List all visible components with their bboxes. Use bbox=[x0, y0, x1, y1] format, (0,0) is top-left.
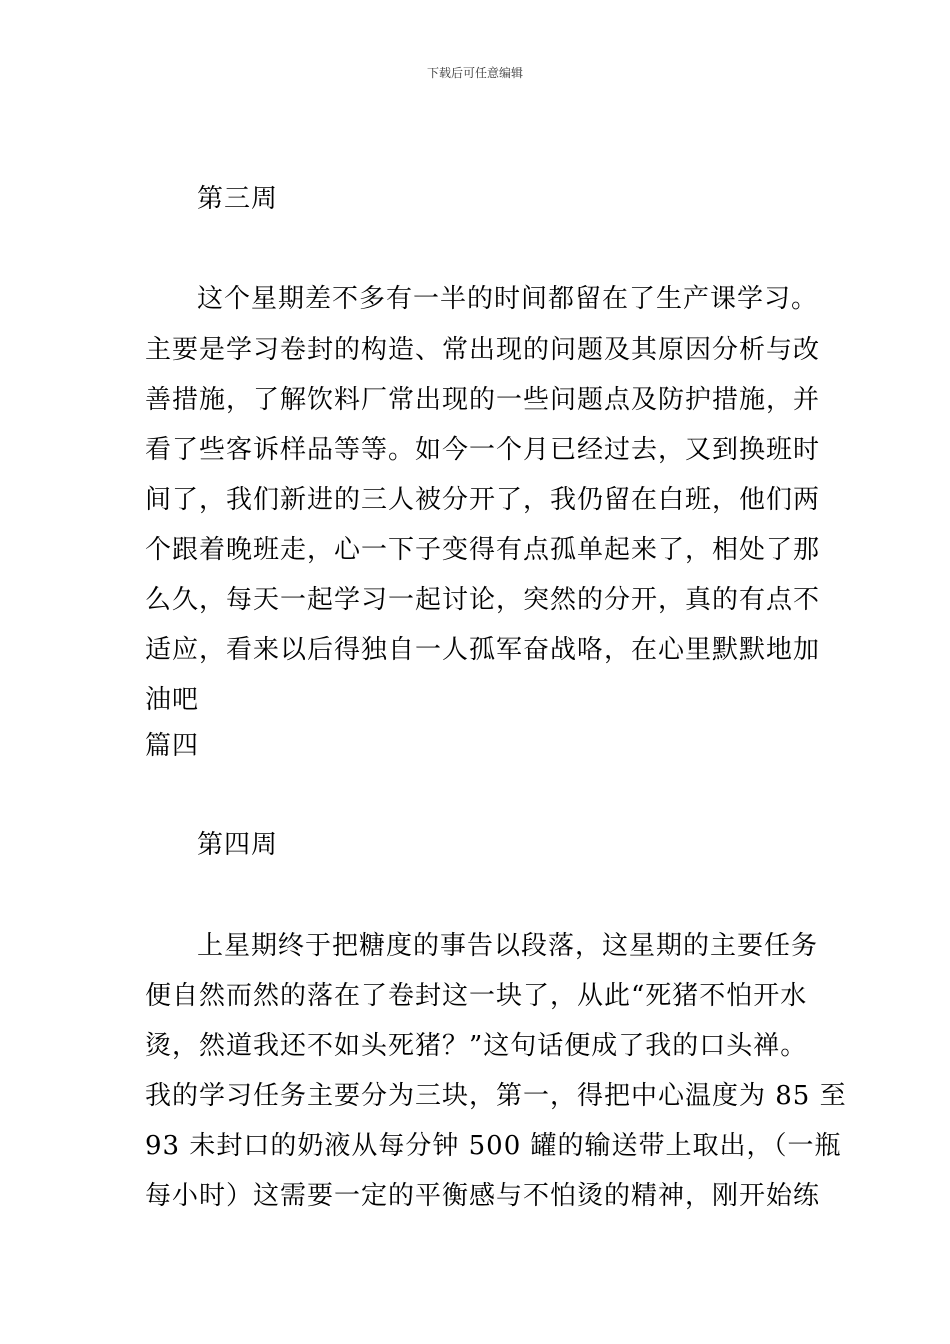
section-title-4: 篇四 bbox=[145, 731, 200, 761]
paragraph-line: 个跟着晚班走，心一下子变得有点孤单起来了，相处了那 bbox=[145, 535, 821, 565]
paragraph-line: 看了些客诉样品等等。如今一个月已经过去，又到换班时 bbox=[145, 435, 821, 465]
paragraph-line: 烫，然道我还不如头死猪？”这句话便成了我的口头禅。 bbox=[145, 1031, 808, 1061]
paragraph-line: 上星期终于把糖度的事告以段落，这星期的主要任务 bbox=[197, 931, 819, 961]
page-header: 下载后可任意编辑 bbox=[426, 66, 523, 80]
paragraph-line: 这个星期差不多有一半的时间都留在了生产课学习。 bbox=[197, 284, 819, 314]
paragraph-line: 么久，每天一起学习一起讨论，突然的分开，真的有点不 bbox=[145, 585, 821, 615]
paragraph-line: 间了，我们新进的三人被分开了，我仍留在白班，他们两 bbox=[145, 485, 821, 515]
paragraph-line: 油吧 bbox=[145, 685, 200, 715]
paragraph-line: 93 未封口的奶液从每分钟 500 罐的输送带上取出，（一瓶 bbox=[145, 1131, 842, 1161]
heading-week4: 第四周 bbox=[197, 830, 279, 860]
paragraph-line: 每小时）这需要一定的平衡感与不怕烫的精神，刚开始练 bbox=[145, 1181, 821, 1211]
paragraph-line: 我的学习任务主要分为三块，第一，得把中心温度为 85 至 bbox=[145, 1081, 847, 1111]
heading-week3: 第三周 bbox=[197, 184, 279, 214]
paragraph-line: 便自然而然的落在了卷封这一块了，从此“死猪不怕开水 bbox=[145, 981, 808, 1011]
paragraph-line: 适应，看来以后得独自一人孤军奋战咯，在心里默默地加 bbox=[145, 635, 821, 665]
paragraph-line: 主要是学习卷封的构造、常出现的问题及其原因分析与改 bbox=[145, 335, 821, 365]
paragraph-line: 善措施，了解饮料厂常出现的一些问题点及防护措施，并 bbox=[145, 385, 821, 415]
